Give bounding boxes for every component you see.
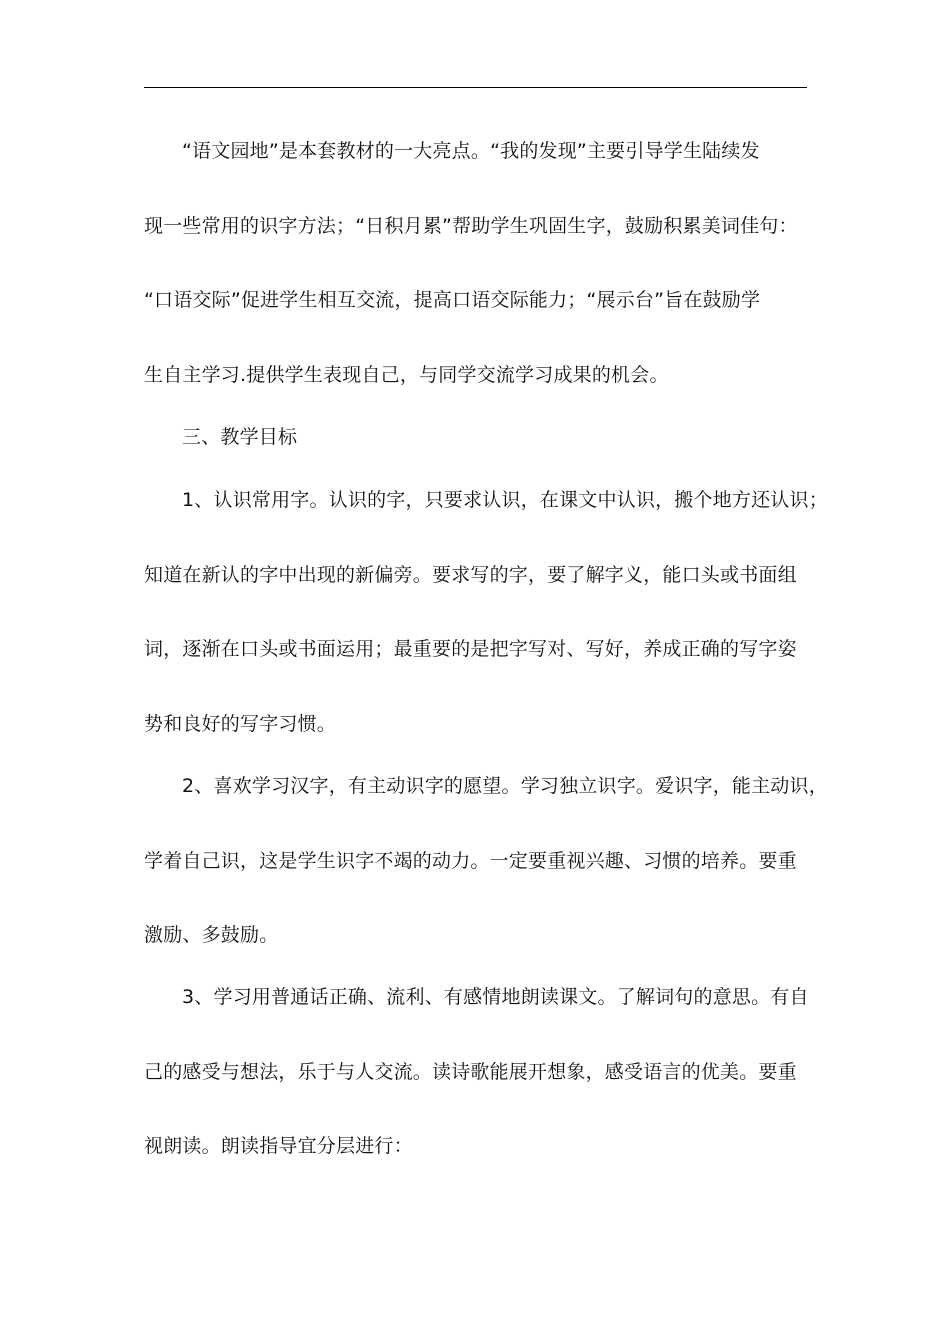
header-rule — [144, 87, 807, 88]
text-line: 2、喜欢学习汉字，有主动识字的愿望。学习独立识字。爱识字，能主动识， — [182, 775, 828, 797]
text-line: “语文园地”是本套教材的一大亮点。“我的发现”主要引导学生陆续发 — [182, 140, 760, 162]
section-heading: 三、教学目标 — [182, 426, 298, 448]
text-line: 激励、多鼓励。 — [144, 924, 279, 946]
text-line: 学着自己识，这是学生识字不竭的动力。一定要重视兴趣、习惯的培养。要重 — [144, 850, 797, 872]
text-line: 词，逐渐在口头或书面运用；最重要的是把字写对、写好，养成正确的写字姿 — [144, 638, 797, 660]
text-line: 己的感受与想法，乐于与人交流。读诗歌能展开想象，感受语言的优美。要重 — [144, 1061, 797, 1083]
text-line: 生自主学习.提供学生表现自己，与同学交流学习成果的机会。 — [144, 364, 669, 386]
text-line: 现一些常用的识字方法；“日积月累”帮助学生巩固生字，鼓励积累美词佳句： — [144, 215, 798, 237]
text-line: 势和良好的写字习惯。 — [144, 713, 337, 735]
text-line: 3、学习用普通话正确、流利、有感情地朗读课文。了解词句的意思。有自 — [182, 986, 809, 1008]
text-line: “口语交际”促进学生相互交流，提高口语交际能力；“展示台”旨在鼓励学 — [144, 289, 761, 311]
text-line: 视朗读。朗读指导宜分层进行： — [144, 1135, 413, 1157]
text-line: 知道在新认的字中出现的新偏旁。要求写的字，要了解字义，能口头或书面组 — [144, 564, 797, 586]
text-line: 1、认识常用字。认识的字，只要求认识，在课文中认识，搬个地方还认识； — [182, 489, 828, 511]
